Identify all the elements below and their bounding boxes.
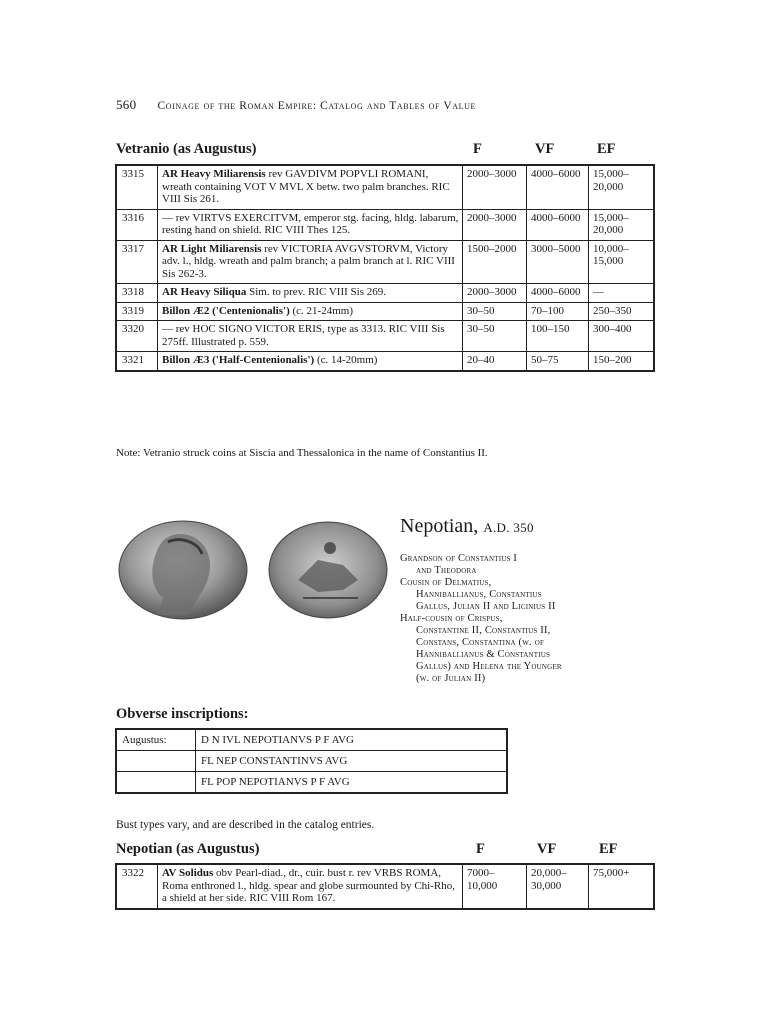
catalog-row (116, 864, 654, 909)
catalog-number: 3316 (116, 209, 158, 240)
catalog-number: 3320 (116, 321, 158, 352)
catalog-number: 3315 (116, 165, 158, 209)
catalog-description (158, 864, 463, 909)
description-text: (c. 14-20mm) (314, 354, 378, 366)
value-f: 2000–3000 (463, 284, 527, 303)
catalog-row (116, 165, 654, 209)
value-ef: 300–400 (589, 321, 655, 352)
section-note: Note: Vetranio struck coins at Siscia and Thessalonica in the name of Constantius II. (116, 447, 488, 459)
page-number: 560 (116, 97, 137, 112)
obverse-coin (119, 521, 247, 619)
denomination: AR Light Miliarensis (162, 242, 262, 255)
reverse-coin (269, 522, 387, 618)
family-line: and Theodora (416, 565, 477, 576)
catalog-description (158, 352, 463, 371)
catalog-description (158, 165, 463, 209)
catalog-row (116, 284, 654, 303)
family-line: Half-cousin of Crispus, (400, 613, 503, 624)
value-f: 20–40 (463, 352, 527, 371)
description-text: obv Pearl-diad., dr., cuir. bust r. rev VRBS ROMA, Roma enthroned l., hldg. spear and globe surmounted by Chi-Rho, a shield at her side. RIC VIII Rom 167. (162, 867, 455, 904)
family-line: Gallus, Julian II and Licinius II (416, 601, 556, 612)
catalog-description (158, 209, 463, 240)
value-vf: 70–100 (527, 302, 589, 321)
family-line: Grandson of Constantius I (400, 553, 518, 564)
value-f: 30–50 (463, 321, 527, 352)
catalog-row (116, 321, 654, 352)
value-ef: 15,000–20,000 (589, 209, 655, 240)
catalog-number: 3321 (116, 352, 158, 371)
catalog-row (116, 302, 654, 321)
column-header-f: F (473, 141, 482, 157)
coin-photo (118, 520, 388, 622)
value-ef: 15,000–20,000 (589, 165, 655, 209)
value-ef: — (589, 284, 655, 303)
description-text: — rev VIRTVS EXERCITVM, emperor stg. facing, hldg. labarum, resting hand on shield. RIC VIII Thes 125. (162, 211, 459, 236)
value-f: 2000–3000 (463, 209, 527, 240)
value-f: 30–50 (463, 302, 527, 321)
value-f: 2000–3000 (463, 165, 527, 209)
obverse-inscription: FL POP NEPOTIANVS P F AVG (196, 772, 508, 794)
catalog-number: 3322 (116, 864, 158, 909)
family-line: Constans, Constantina (w. of (416, 637, 545, 648)
value-vf: 4000–6000 (527, 209, 589, 240)
catalog-row (116, 240, 654, 284)
bust-note: Bust types vary, and are described in the catalog entries. (116, 819, 375, 831)
ruler-date: A.D. 350 (483, 520, 534, 535)
family-line: Constantine II, Constantius II, (416, 625, 551, 636)
catalog-description (158, 240, 463, 284)
column-header-vf: VF (535, 141, 555, 157)
catalog-row (116, 209, 654, 240)
denomination: AR Heavy Siliqua (162, 286, 247, 298)
running-title: Coinage of the Roman Empire: Catalog and Tables of Value (157, 100, 476, 112)
section-title: Vetranio (as Augustus) (116, 141, 257, 157)
section-title: Nepotian (as Augustus) (116, 841, 260, 857)
value-vf: 50–75 (527, 352, 589, 371)
obverse-label-empty (116, 751, 196, 772)
denomination: Billon Æ3 ('Half-Centenionalis') (162, 354, 315, 366)
description-text: rev VICTORIA AVGVSTORVM, Victory adv. l., hldg. wreath and palm branch; a palm branch at l. RIC VIII Sis 262-3. (162, 242, 455, 280)
value-ef: 150–200 (589, 352, 655, 371)
family-relations (400, 553, 700, 685)
column-header-ef: EF (597, 141, 616, 157)
denomination: AR Heavy Miliarensis (162, 168, 266, 180)
obverse-table (115, 728, 508, 794)
ruler-name: Nepotian, (400, 515, 479, 537)
column-header-vf: VF (537, 841, 557, 857)
catalog-description (158, 284, 463, 303)
catalog-description (158, 321, 463, 352)
value-f: 1500–2000 (463, 240, 527, 284)
catalog-number: 3318 (116, 284, 158, 303)
obverse-inscription: D N IVL NEPOTIANVS P F AVG (196, 729, 508, 751)
obverse-label: Augustus: (116, 729, 196, 751)
catalog-description (158, 302, 463, 321)
catalog-number: 3319 (116, 302, 158, 321)
value-vf: 3000–5000 (527, 240, 589, 284)
ruler-title (400, 515, 534, 538)
description-text: Sim. to prev. RIC VIII Sis 269. (246, 286, 387, 298)
family-line: Cousin of Delmatius, (400, 577, 492, 588)
value-vf: 4000–6000 (527, 165, 589, 209)
description-text: rev GAVDIVM POPVLI ROMANI, wreath containing VOT V MVL X betw. two palm branches. RIC VIII Sis 261. (162, 168, 450, 205)
column-header-f: F (476, 841, 485, 857)
obverse-title: Obverse inscriptions: (116, 706, 249, 722)
running-head (116, 97, 656, 113)
catalog-row (116, 352, 654, 371)
denomination: AV Solidus (162, 867, 214, 879)
obverse-label-empty (116, 772, 196, 794)
catalog-table (115, 164, 655, 372)
description-text: (c. 21-24mm) (289, 304, 353, 317)
value-vf: 100–150 (527, 321, 589, 352)
value-vf: 4000–6000 (527, 284, 589, 303)
family-line: (w. of Julian II) (416, 673, 486, 684)
catalog-table (115, 863, 655, 910)
value-ef: 250–350 (589, 302, 655, 321)
value-vf: 20,000–30,000 (527, 864, 589, 909)
catalog-number: 3317 (116, 240, 158, 284)
family-line: Gallus) and Helena the Younger (416, 661, 562, 672)
value-ef: 10,000–15,000 (589, 240, 655, 284)
description-text: — rev HOC SIGNO VICTOR ERIS, type as 3313. RIC VIII Sis 275ff. Illustrated p. 559. (162, 323, 445, 348)
value-ef: 75,000+ (589, 864, 655, 909)
family-line: Hanniballianus & Constantius (416, 649, 551, 660)
family-line: Hanniballianus, Constantius (416, 589, 542, 600)
obverse-inscription: FL NEP CONSTANTINVS AVG (196, 751, 508, 772)
column-header-ef: EF (599, 841, 618, 857)
denomination: Billon Æ2 ('Centenionalis') (162, 304, 290, 317)
value-f: 7000–10,000 (463, 864, 527, 909)
